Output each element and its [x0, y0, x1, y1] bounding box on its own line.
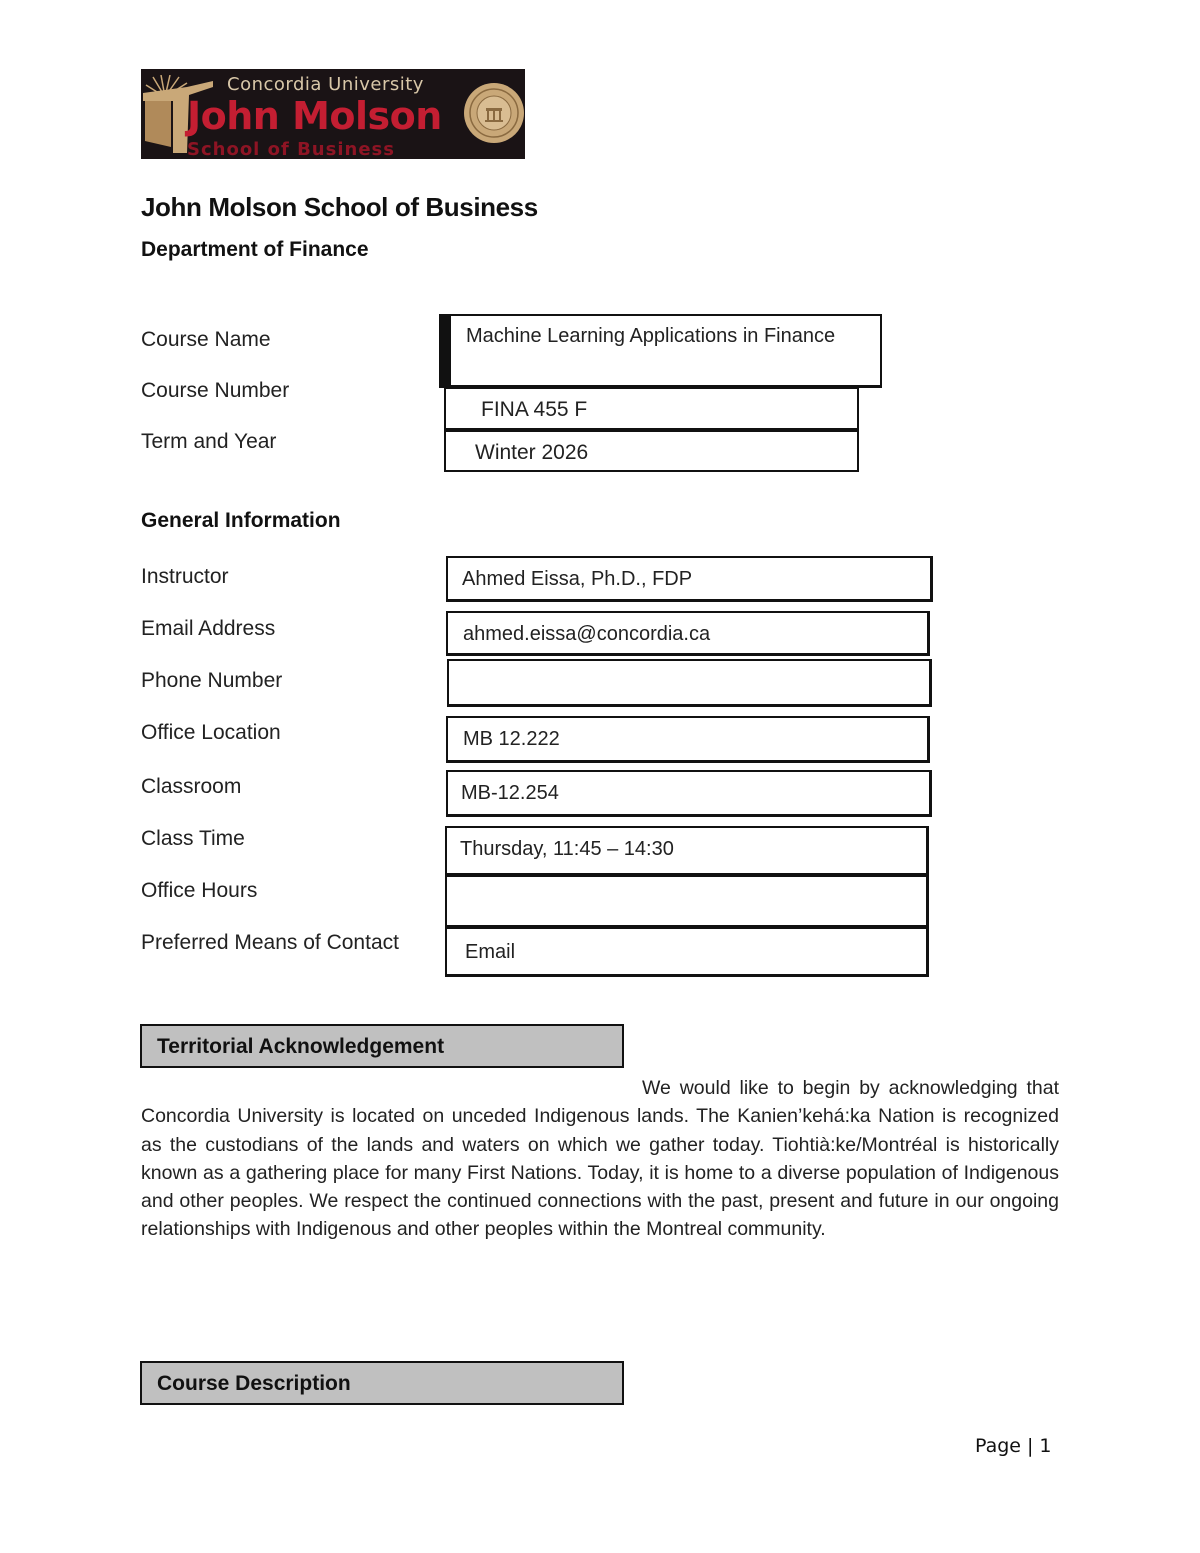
preferred-contact-field	[445, 927, 929, 977]
instructor-value: Ahmed Eissa, Ph.D., FDP	[462, 568, 693, 590]
class-time-field	[445, 826, 929, 877]
course-name-value: Machine Learning Applications in Finance	[466, 325, 836, 347]
class-time-value: Thursday, 11:45 – 14:30	[460, 838, 674, 860]
preferred-contact-label: Preferred Means of Contact	[141, 931, 399, 954]
page-separator: |	[1027, 1435, 1034, 1457]
email-field	[446, 611, 930, 656]
office-location-label: Office Location	[141, 721, 281, 744]
general-information-heading: General Information	[141, 509, 341, 532]
school-name: John Molson	[187, 94, 442, 138]
phone-field	[447, 659, 932, 707]
page-number: 1	[1039, 1435, 1052, 1457]
term-year-field	[444, 430, 859, 472]
term-year-value: Winter 2026	[475, 441, 589, 464]
department-title: Department of Finance	[141, 238, 369, 261]
course-number-label: Course Number	[141, 379, 290, 402]
territorial-acknowledgement-text: We would like to begin by acknowledging that Concordia University is located on unceded Indigenous lands. The Kanien’kehá:ka Nation is recognized as the custodians of the lands and waters on which we gather today. Tiohtià:ke/Montréal is historically known as a gathering place for many First Nations. Today, it is home to a diverse population of Indigenous and other peoples. We respect the continued connections with the past, present and future in our ongoing relationships with Indigenous and other peoples within the Montreal community.	[141, 1077, 1059, 1241]
territorial-acknowledgement-title: Territorial Acknowledgement	[157, 1035, 445, 1058]
term-year-label: Term and Year	[141, 430, 277, 453]
course-name-label: Course Name	[141, 328, 271, 351]
class-time-label: Class Time	[141, 827, 245, 850]
university-name: Concordia University	[227, 74, 424, 95]
university-seal-icon	[463, 82, 525, 144]
email-label: Email Address	[141, 617, 276, 640]
classroom-label: Classroom	[141, 775, 242, 798]
course-description-title: Course Description	[157, 1372, 351, 1395]
office-hours-field	[445, 875, 929, 929]
email-value: ahmed.eissa@concordia.ca	[463, 623, 711, 645]
territorial-acknowledgement-heading	[140, 1024, 624, 1068]
page-label: Page	[975, 1435, 1021, 1457]
school-subtitle: School of Business	[187, 139, 395, 159]
office-location-field	[446, 716, 930, 763]
instructor-field	[446, 556, 933, 602]
office-hours-label: Office Hours	[141, 879, 258, 902]
office-location-value: MB 12.222	[463, 728, 560, 750]
phone-label: Phone Number	[141, 669, 283, 692]
course-name-field	[439, 314, 882, 388]
course-number-field	[444, 387, 859, 431]
preferred-contact-value: Email	[465, 941, 516, 963]
instructor-label: Instructor	[141, 565, 229, 588]
classroom-value: MB-12.254	[461, 782, 559, 804]
classroom-field	[446, 770, 932, 817]
page-title: John Molson School of Business	[141, 192, 538, 222]
school-logo	[141, 69, 525, 159]
course-description-heading	[140, 1361, 624, 1405]
page-number-footer	[975, 1435, 1052, 1457]
course-number-value: FINA 455 F	[481, 398, 588, 421]
